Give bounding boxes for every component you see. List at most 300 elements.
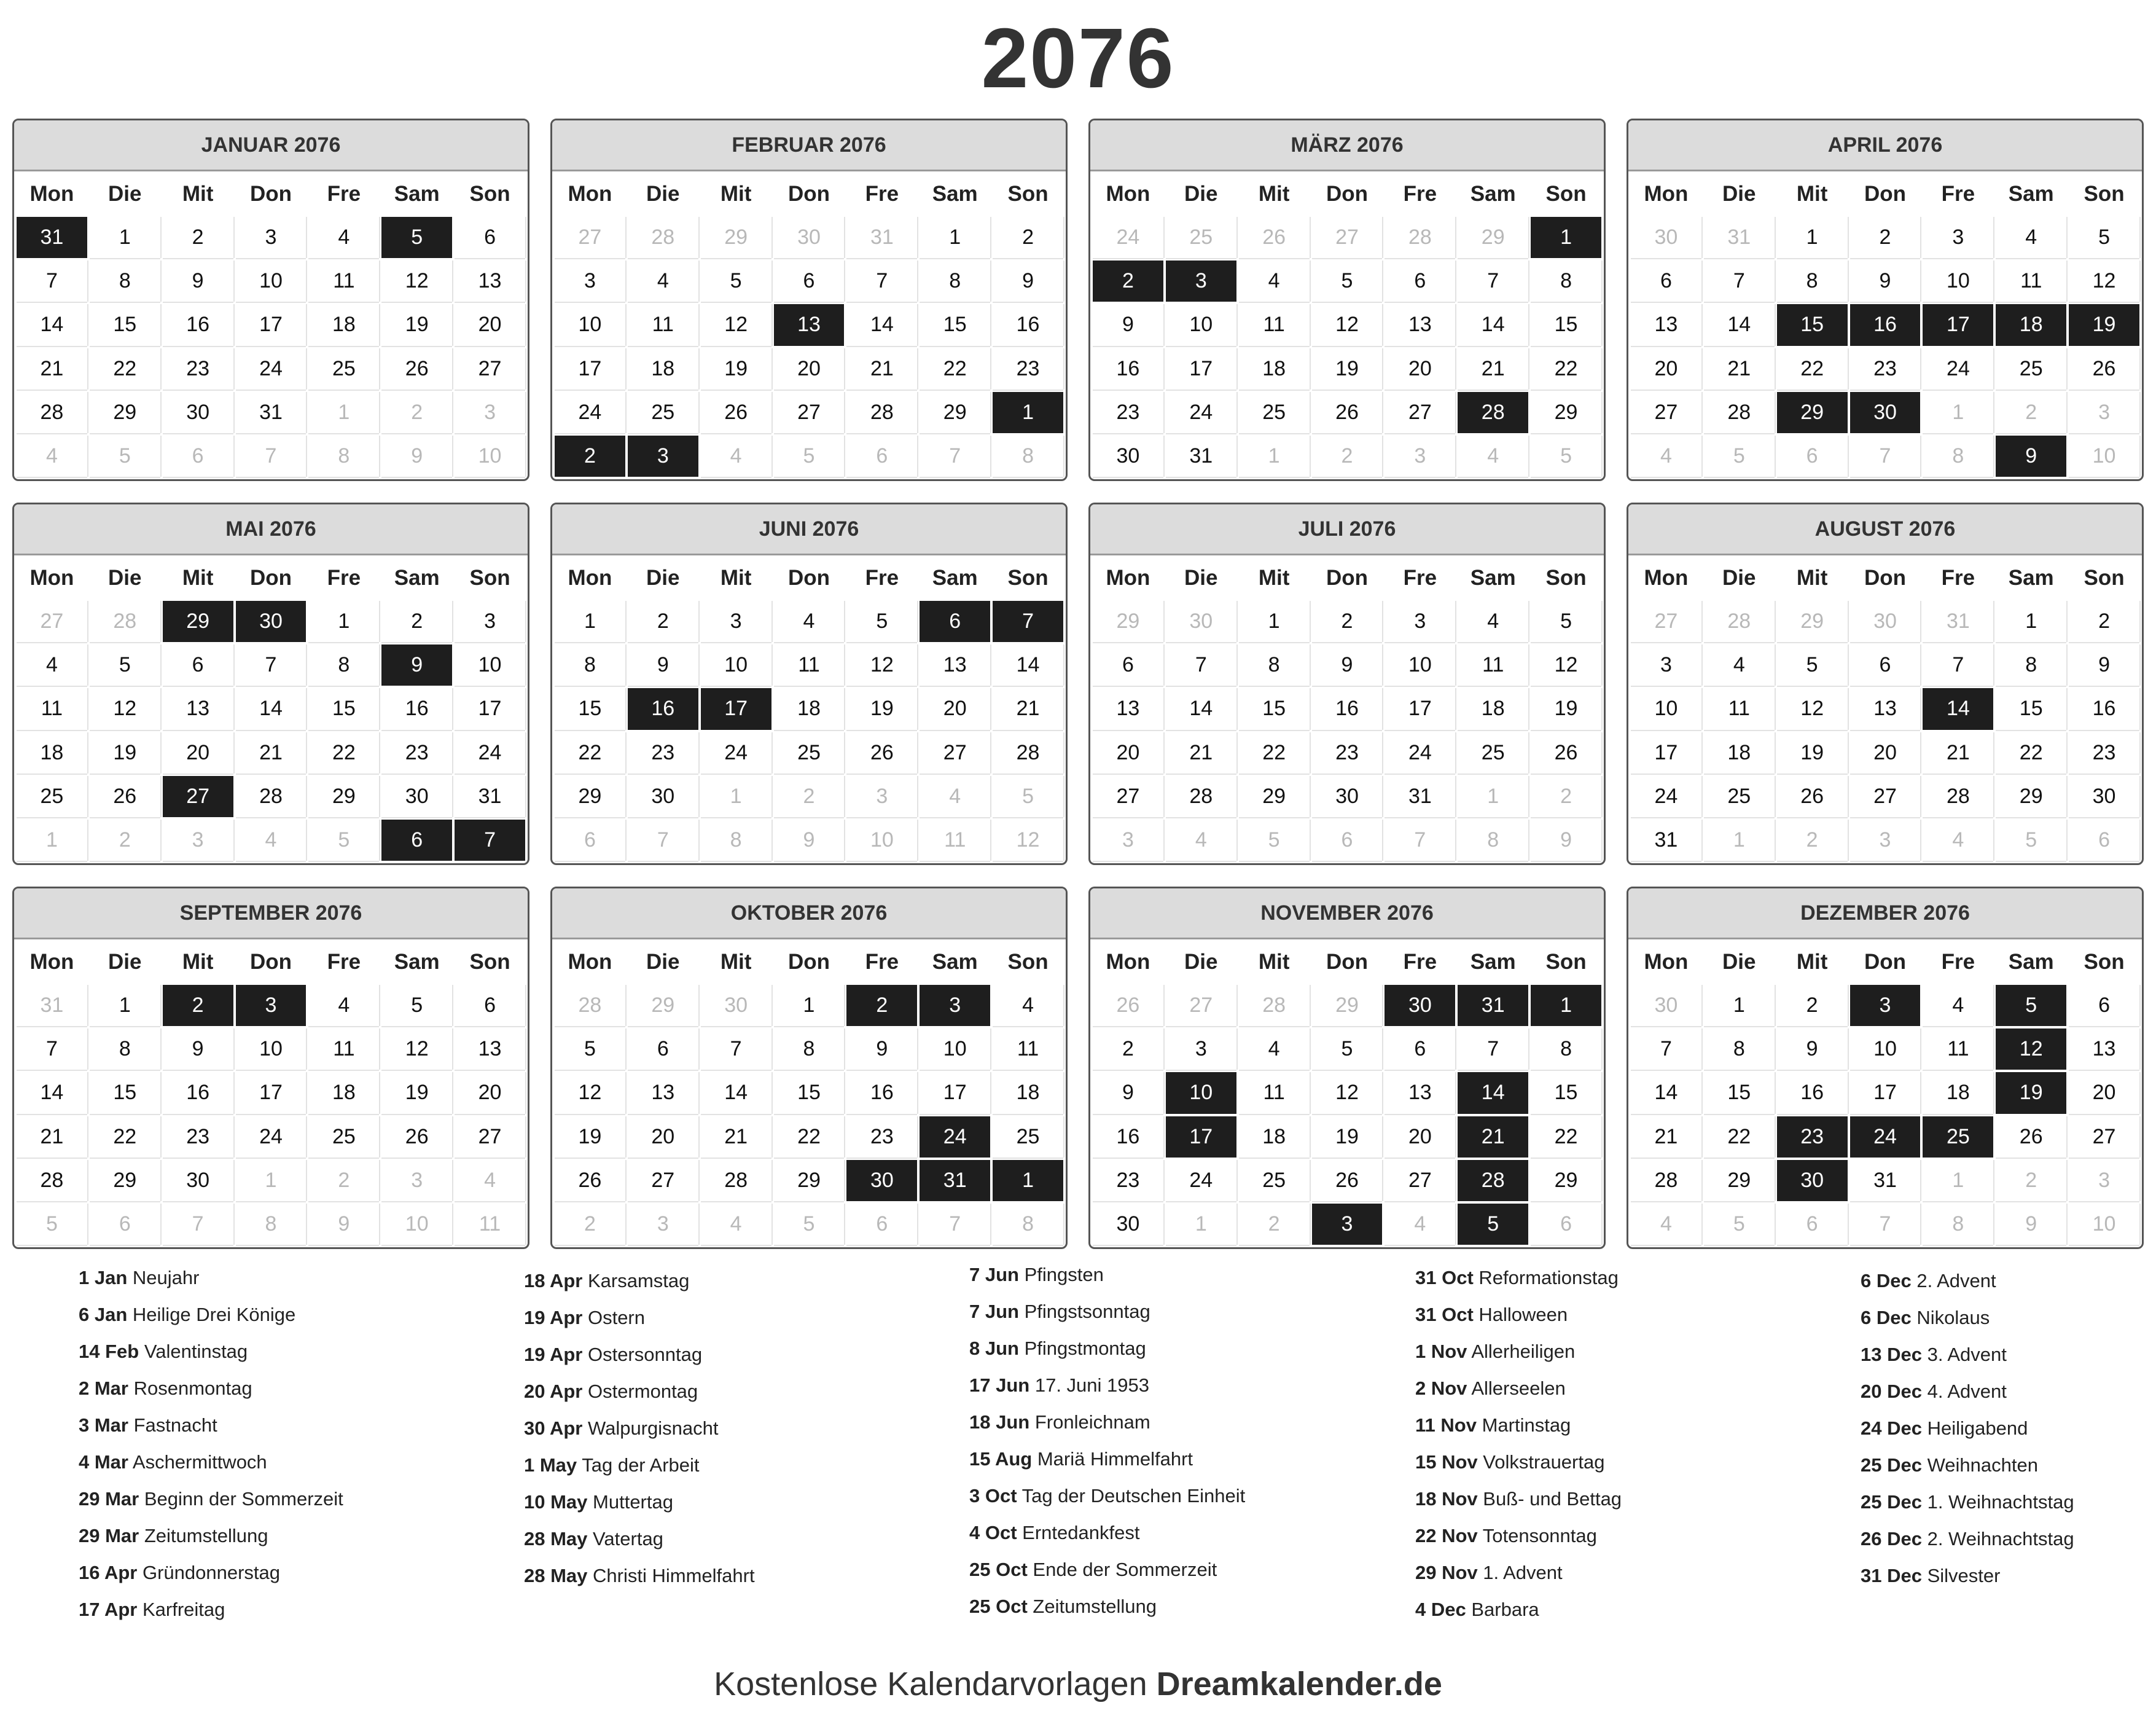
- day-cell: 5: [1704, 1204, 1775, 1245]
- weekday-header: Son: [2069, 557, 2139, 598]
- day-grid: [1093, 941, 1601, 1245]
- holiday-date: 20 Apr: [524, 1381, 583, 1402]
- day-cell: 16: [1093, 348, 1163, 390]
- weekday-header: Die: [90, 941, 160, 982]
- day-cell-holiday: 30: [236, 601, 307, 642]
- day-cell: 25: [1704, 776, 1775, 817]
- holiday-name: Erntedankfest: [1022, 1522, 1140, 1543]
- day-cell: 8: [993, 436, 1063, 477]
- day-cell: 10: [1631, 688, 1701, 729]
- day-cell: 3: [236, 217, 307, 258]
- day-cell-holiday: 29: [163, 601, 233, 642]
- day-cell: 18: [628, 348, 698, 390]
- day-cell: 10: [236, 261, 307, 302]
- holiday-entry: [1861, 1299, 2156, 1336]
- holiday-date: 7 Jun: [969, 1264, 1019, 1285]
- day-cell: 2: [1777, 820, 1848, 861]
- holiday-name: Fastnacht: [133, 1414, 217, 1436]
- day-cell: 6: [846, 1204, 917, 1245]
- day-cell: 16: [1312, 688, 1383, 729]
- day-cell-holiday: 27: [163, 776, 233, 817]
- day-cell: 14: [1458, 304, 1528, 345]
- weekday-header: Mon: [555, 941, 625, 982]
- day-cell: 5: [555, 1028, 625, 1070]
- day-cell: 30: [1631, 985, 1701, 1026]
- day-cell: 9: [163, 261, 233, 302]
- day-cell: 4: [1631, 1204, 1701, 1245]
- day-cell: 13: [455, 1028, 525, 1070]
- holiday-date: 31 Oct: [1415, 1267, 1474, 1288]
- day-cell: 1: [555, 601, 625, 642]
- holiday-name: Walpurgisnacht: [587, 1417, 719, 1439]
- day-cell: 3: [1923, 217, 1993, 258]
- day-cell: 6: [2069, 820, 2139, 861]
- day-cell: 21: [1458, 348, 1528, 390]
- weekday-header: Don: [236, 941, 307, 982]
- day-cell: 9: [1850, 261, 1921, 302]
- day-grid: [1631, 557, 2139, 861]
- weekday-header: Don: [774, 557, 845, 598]
- weekday-header: Sam: [1458, 941, 1528, 982]
- day-cell: 25: [993, 1116, 1063, 1158]
- day-cell: 1: [90, 217, 160, 258]
- weekday-header: Fre: [308, 941, 379, 982]
- day-cell: 16: [993, 304, 1063, 345]
- day-cell: 12: [381, 261, 452, 302]
- weekday-header: Mon: [555, 557, 625, 598]
- day-cell: 2: [555, 1204, 625, 1245]
- holiday-entry: [1415, 1370, 1845, 1407]
- day-cell: 30: [163, 392, 233, 433]
- day-cell: 26: [381, 1116, 452, 1158]
- holiday-date: 31 Oct: [1415, 1304, 1474, 1325]
- day-cell-holiday: 6: [920, 601, 990, 642]
- day-cell: 24: [1093, 217, 1163, 258]
- day-cell: 22: [308, 732, 379, 774]
- holiday-name: 3. Advent: [1927, 1344, 2007, 1365]
- day-cell: 15: [774, 1072, 845, 1113]
- weekday-header: Die: [628, 557, 698, 598]
- day-cell-holiday: 3: [236, 985, 307, 1026]
- weekday-header: Mon: [1631, 941, 1701, 982]
- day-cell: 2: [993, 217, 1063, 258]
- day-cell: 7: [1923, 644, 1993, 686]
- day-cell: 9: [1996, 1204, 2066, 1245]
- day-cell: 4: [308, 985, 379, 1026]
- day-cell-holiday: 25: [1923, 1116, 1993, 1158]
- day-grid: [17, 941, 525, 1245]
- day-cell: 5: [1312, 261, 1383, 302]
- holiday-name: Weihnachten: [1927, 1454, 2038, 1476]
- holiday-date: 4 Oct: [969, 1522, 1017, 1543]
- day-cell: 11: [993, 1028, 1063, 1070]
- holiday-name: Tag der Deutschen Einheit: [1021, 1485, 1246, 1506]
- day-cell: 16: [846, 1072, 917, 1113]
- day-cell: 25: [774, 732, 845, 774]
- holiday-name: Gründonnerstag: [142, 1562, 281, 1583]
- day-cell: 5: [90, 436, 160, 477]
- day-cell: 13: [1093, 688, 1163, 729]
- day-cell: 28: [628, 217, 698, 258]
- day-cell: 11: [1239, 1072, 1310, 1113]
- day-cell: 30: [1166, 601, 1236, 642]
- day-cell-holiday: 30: [1850, 392, 1921, 433]
- day-cell: 24: [1923, 348, 1993, 390]
- holiday-name: Neujahr: [132, 1267, 200, 1288]
- holiday-entry: [969, 1588, 1399, 1625]
- day-cell: 7: [920, 436, 990, 477]
- day-cell: 4: [1239, 1028, 1310, 1070]
- month-calendar: [1088, 503, 1606, 865]
- day-cell: 29: [90, 1160, 160, 1201]
- day-cell: 6: [1385, 261, 1455, 302]
- day-cell: 9: [163, 1028, 233, 1070]
- holiday-entry: [969, 1441, 1399, 1478]
- day-cell: 26: [1093, 985, 1163, 1026]
- day-grid: [555, 173, 1063, 477]
- day-cell: 19: [381, 304, 452, 345]
- day-cell: 1: [701, 776, 771, 817]
- day-cell-holiday: 7: [455, 820, 525, 861]
- day-cell: 5: [1239, 820, 1310, 861]
- day-cell: 21: [701, 1116, 771, 1158]
- holiday-date: 4 Mar: [79, 1451, 128, 1473]
- holiday-name: 2. Weihnachtstag: [1927, 1528, 2074, 1549]
- holiday-date: 3 Mar: [79, 1414, 128, 1436]
- holiday-date: 6 Dec: [1861, 1307, 1912, 1328]
- holiday-name: 1. Weihnachtstag: [1927, 1491, 2074, 1513]
- day-cell-holiday: 9: [381, 644, 452, 686]
- day-grid: [555, 941, 1063, 1245]
- holiday-entry: [79, 1370, 509, 1407]
- day-cell: 9: [774, 820, 845, 861]
- day-cell: 11: [17, 688, 87, 729]
- day-cell: 7: [1458, 261, 1528, 302]
- day-cell: 5: [774, 1204, 845, 1245]
- holiday-date: 8 Jun: [969, 1338, 1019, 1359]
- day-cell: 29: [628, 985, 698, 1026]
- holiday-entry: [1415, 1444, 1845, 1481]
- day-cell: 29: [1239, 776, 1310, 817]
- day-cell: 20: [163, 732, 233, 774]
- day-cell-holiday: 16: [628, 688, 698, 729]
- day-cell: 12: [1312, 304, 1383, 345]
- day-cell: 6: [1385, 1028, 1455, 1070]
- day-cell: 13: [2069, 1028, 2139, 1070]
- day-cell-holiday: 6: [381, 820, 452, 861]
- day-cell: 3: [2069, 392, 2139, 433]
- day-cell: 27: [555, 217, 625, 258]
- weekday-header: Son: [2069, 173, 2139, 214]
- day-cell: 5: [381, 985, 452, 1026]
- day-cell: 15: [1704, 1072, 1775, 1113]
- day-cell: 17: [236, 1072, 307, 1113]
- day-cell: 27: [17, 601, 87, 642]
- day-cell: 13: [920, 644, 990, 686]
- day-cell: 27: [455, 348, 525, 390]
- weekday-header: Sam: [1458, 557, 1528, 598]
- holiday-date: 2 Mar: [79, 1377, 128, 1399]
- day-cell: 28: [701, 1160, 771, 1201]
- holiday-name: Ostermontag: [587, 1381, 698, 1402]
- day-cell: 29: [308, 776, 379, 817]
- day-cell: 9: [1312, 644, 1383, 686]
- holiday-name: Nikolaus: [1916, 1307, 1990, 1328]
- day-cell-holiday: 23: [1777, 1116, 1848, 1158]
- day-cell: 7: [701, 1028, 771, 1070]
- day-cell: 3: [1850, 820, 1921, 861]
- day-cell: 2: [1996, 392, 2066, 433]
- day-cell: 29: [774, 1160, 845, 1201]
- day-cell: 17: [1166, 348, 1236, 390]
- month-title: NOVEMBER 2076: [1090, 888, 1604, 939]
- day-cell: 20: [1850, 732, 1921, 774]
- weekday-header: Son: [993, 173, 1063, 214]
- day-cell: 15: [555, 688, 625, 729]
- day-cell: 14: [1704, 304, 1775, 345]
- day-cell: 4: [1458, 601, 1528, 642]
- day-cell: 1: [236, 1160, 307, 1201]
- day-cell: 5: [90, 644, 160, 686]
- day-cell-holiday: 18: [1996, 304, 2066, 345]
- day-cell: 5: [2069, 217, 2139, 258]
- holiday-date: 3 Oct: [969, 1485, 1017, 1506]
- holiday-name: Totensonntag: [1482, 1525, 1597, 1546]
- holiday-entry: [1415, 1260, 1845, 1296]
- holiday-date: 18 Nov: [1415, 1488, 1478, 1510]
- day-cell: 14: [701, 1072, 771, 1113]
- day-cell: 20: [2069, 1072, 2139, 1113]
- day-cell: 3: [1385, 436, 1455, 477]
- day-cell: 25: [1458, 732, 1528, 774]
- holiday-entry: [1861, 1447, 2156, 1484]
- day-cell: 22: [1777, 348, 1848, 390]
- day-cell: 4: [920, 776, 990, 817]
- day-cell-holiday: 28: [1458, 392, 1528, 433]
- day-cell: 17: [1850, 1072, 1921, 1113]
- day-cell: 4: [1996, 217, 2066, 258]
- day-cell: 10: [846, 820, 917, 861]
- month-title: DEZEMBER 2076: [1628, 888, 2142, 939]
- day-cell: 2: [1093, 1028, 1163, 1070]
- day-cell: 6: [846, 436, 917, 477]
- day-cell: 18: [774, 688, 845, 729]
- day-cell-holiday: 3: [920, 985, 990, 1026]
- day-cell: 8: [555, 644, 625, 686]
- month-title: MAI 2076: [14, 504, 528, 555]
- holiday-date: 26 Dec: [1861, 1528, 1922, 1549]
- day-cell: 23: [163, 1116, 233, 1158]
- day-cell: 19: [555, 1116, 625, 1158]
- day-cell: 12: [701, 304, 771, 345]
- day-cell: 19: [846, 688, 917, 729]
- day-cell: 11: [308, 261, 379, 302]
- day-cell: 18: [308, 304, 379, 345]
- day-cell: 8: [90, 261, 160, 302]
- day-cell: 8: [920, 261, 990, 302]
- day-cell-holiday: 24: [1850, 1116, 1921, 1158]
- day-cell: 20: [455, 1072, 525, 1113]
- day-cell: 23: [846, 1116, 917, 1158]
- holiday-date: 15 Nov: [1415, 1451, 1478, 1473]
- weekday-header: Son: [1531, 941, 1601, 982]
- day-cell: 22: [90, 1116, 160, 1158]
- holiday-name: Mariä Himmelfahrt: [1037, 1448, 1193, 1470]
- holiday-entry: [1415, 1407, 1845, 1444]
- day-cell: 11: [774, 644, 845, 686]
- holiday-date: 1 Jan: [79, 1267, 128, 1288]
- day-cell: 2: [381, 601, 452, 642]
- day-cell: 22: [555, 732, 625, 774]
- day-grid: [17, 557, 525, 861]
- weekday-header: Son: [455, 941, 525, 982]
- month-calendar: [1627, 503, 2144, 865]
- holiday-date: 29 Nov: [1415, 1562, 1478, 1583]
- day-cell: 9: [993, 261, 1063, 302]
- holiday-name: Volkstrauertag: [1483, 1451, 1605, 1473]
- day-cell-holiday: 17: [1166, 1116, 1236, 1158]
- weekday-header: Fre: [846, 557, 917, 598]
- day-cell: 22: [90, 348, 160, 390]
- day-cell: 26: [1312, 1160, 1383, 1201]
- day-cell: 28: [1923, 776, 1993, 817]
- day-cell-holiday: 1: [993, 1160, 1063, 1201]
- day-cell: 1: [1923, 1160, 1993, 1201]
- day-cell: 25: [308, 1116, 379, 1158]
- month-title: APRIL 2076: [1628, 120, 2142, 171]
- holiday-entry: [969, 1256, 1399, 1293]
- holiday-entry: [1861, 1521, 2156, 1557]
- holiday-date: 25 Oct: [969, 1559, 1028, 1580]
- day-cell: 6: [1777, 436, 1848, 477]
- holiday-entry: [1415, 1518, 1845, 1554]
- holiday-date: 14 Feb: [79, 1341, 139, 1362]
- weekday-header: Don: [1312, 941, 1383, 982]
- day-cell: 26: [846, 732, 917, 774]
- day-cell: 21: [1166, 732, 1236, 774]
- day-cell: 16: [2069, 688, 2139, 729]
- holiday-date: 30 Apr: [524, 1417, 583, 1439]
- day-cell: 18: [1239, 348, 1310, 390]
- day-cell: 26: [701, 392, 771, 433]
- day-cell-holiday: 28: [1458, 1160, 1528, 1201]
- day-cell: 7: [846, 261, 917, 302]
- weekday-header: Fre: [1385, 941, 1455, 982]
- holiday-entry: [1861, 1373, 2156, 1410]
- day-cell: 23: [993, 348, 1063, 390]
- weekday-header: Sam: [1996, 941, 2066, 982]
- holiday-entry: [79, 1518, 509, 1554]
- day-cell-holiday: 5: [381, 217, 452, 258]
- day-cell: 11: [308, 1028, 379, 1070]
- day-cell-holiday: 5: [1996, 985, 2066, 1026]
- holiday-entry: [1415, 1481, 1845, 1518]
- holiday-entry: [1415, 1554, 1845, 1591]
- weekday-header: Sam: [1996, 557, 2066, 598]
- holiday-name: Barbara: [1471, 1599, 1539, 1620]
- month-title: JANUAR 2076: [14, 120, 528, 171]
- day-cell: 4: [701, 436, 771, 477]
- month-title: OKTOBER 2076: [552, 888, 1066, 939]
- day-cell-holiday: 31: [920, 1160, 990, 1201]
- day-cell: 21: [17, 348, 87, 390]
- day-cell: 3: [1631, 644, 1701, 686]
- holiday-date: 25 Dec: [1861, 1491, 1922, 1513]
- day-cell: 13: [163, 688, 233, 729]
- day-cell: 19: [1312, 1116, 1383, 1158]
- holiday-entry: [969, 1330, 1399, 1367]
- holiday-date: 1 Nov: [1415, 1341, 1467, 1362]
- day-cell: 3: [163, 820, 233, 861]
- day-cell: 17: [1385, 688, 1455, 729]
- weekday-header: Sam: [381, 557, 452, 598]
- day-cell: 6: [1531, 1204, 1601, 1245]
- day-cell: 3: [2069, 1160, 2139, 1201]
- day-cell: 27: [1385, 1160, 1455, 1201]
- weekday-header: Die: [628, 173, 698, 214]
- day-cell: 29: [1777, 601, 1848, 642]
- weekday-header: Don: [1312, 173, 1383, 214]
- month-calendar: [550, 887, 1068, 1249]
- holiday-date: 28 May: [524, 1565, 588, 1586]
- day-cell: 5: [774, 436, 845, 477]
- holiday-name: Tag der Arbeit: [582, 1454, 700, 1476]
- holiday-name: Pfingstmontag: [1024, 1338, 1146, 1359]
- day-cell: 31: [236, 392, 307, 433]
- day-cell-holiday: 19: [2069, 304, 2139, 345]
- holiday-date: 4 Dec: [1415, 1599, 1466, 1620]
- day-cell: 9: [1093, 304, 1163, 345]
- day-cell: 28: [236, 776, 307, 817]
- day-cell: 28: [1704, 601, 1775, 642]
- holiday-date: 24 Dec: [1861, 1417, 1922, 1439]
- day-cell: 31: [1704, 217, 1775, 258]
- weekday-header: Mon: [1093, 941, 1163, 982]
- day-cell: 27: [1093, 776, 1163, 817]
- day-cell: 21: [846, 348, 917, 390]
- weekday-header: Mon: [1631, 557, 1701, 598]
- holiday-name: Ende der Sommerzeit: [1033, 1559, 1217, 1580]
- day-cell: 8: [1239, 644, 1310, 686]
- day-cell: 11: [1458, 644, 1528, 686]
- holiday-date: 11 Nov: [1415, 1414, 1477, 1436]
- day-cell-holiday: 31: [17, 217, 87, 258]
- day-cell: 10: [920, 1028, 990, 1070]
- weekday-header: Mon: [17, 557, 87, 598]
- holiday-entry: [79, 1481, 509, 1518]
- day-cell: 14: [993, 644, 1063, 686]
- holiday-entry: [1415, 1333, 1845, 1370]
- day-cell: 28: [555, 985, 625, 1026]
- day-cell: 31: [455, 776, 525, 817]
- day-cell: 1: [1704, 985, 1775, 1026]
- day-cell: 22: [1996, 732, 2066, 774]
- day-cell: 10: [455, 436, 525, 477]
- day-cell: 24: [455, 732, 525, 774]
- day-cell: 8: [1531, 261, 1601, 302]
- day-cell-holiday: 21: [1458, 1116, 1528, 1158]
- holiday-name: Pfingsten: [1024, 1264, 1104, 1285]
- day-cell: 5: [1777, 644, 1848, 686]
- weekday-header: Sam: [1458, 173, 1528, 214]
- holiday-name: Silvester: [1927, 1565, 2001, 1586]
- weekday-header: Fre: [308, 557, 379, 598]
- weekday-header: Son: [1531, 557, 1601, 598]
- day-cell: 23: [381, 732, 452, 774]
- weekday-header: Fre: [1923, 173, 1993, 214]
- day-cell: 29: [1312, 985, 1383, 1026]
- day-cell: 7: [1850, 436, 1921, 477]
